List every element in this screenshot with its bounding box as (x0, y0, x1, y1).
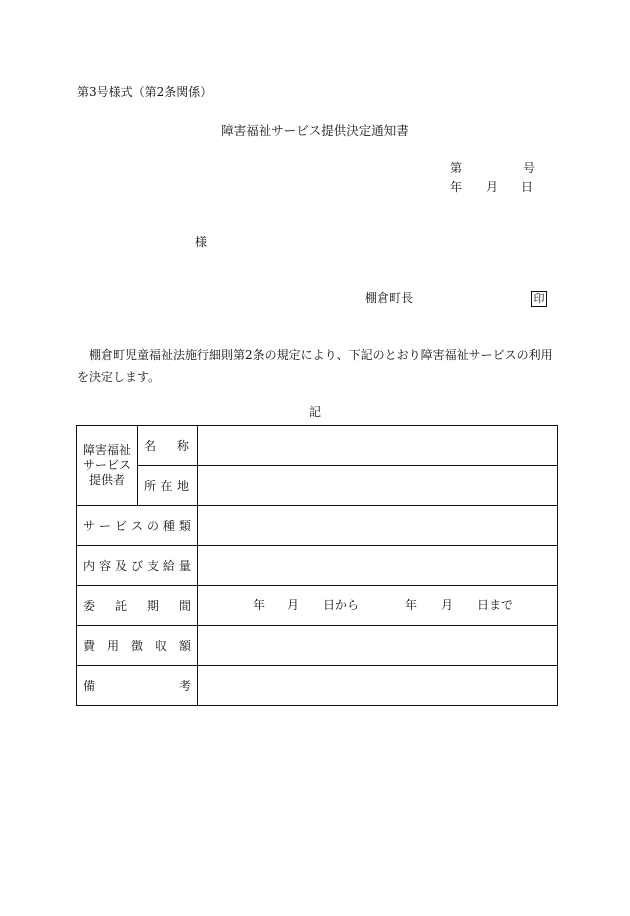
period-row (77, 586, 558, 626)
content-amount-label-cell (77, 546, 198, 586)
provider-name-field[interactable] (198, 426, 558, 466)
period-label-cell (77, 586, 198, 626)
document-title: 障害福祉サービス提供決定通知書 (221, 123, 409, 138)
cost-field[interactable] (198, 626, 558, 666)
date-month: 月 (486, 180, 499, 194)
remarks-row (77, 666, 558, 706)
address-label: 所 在 地 (144, 479, 189, 493)
provider-address-row (77, 466, 558, 506)
period-field[interactable] (198, 586, 558, 626)
period-month-1: 月 (287, 598, 300, 612)
seal-mark: 印 (531, 291, 547, 307)
content-amount-field[interactable] (198, 546, 558, 586)
period-day-to: 日まで (477, 598, 514, 612)
provider-label (77, 426, 138, 506)
service-type-label: サ ー ビ ス の 種 類 (83, 519, 191, 533)
number-dai: 第 (450, 161, 463, 175)
date-day: 日 (521, 180, 534, 194)
cost-label-cell (77, 626, 198, 666)
provider-address-field[interactable] (198, 466, 558, 506)
number-go: 号 (523, 161, 536, 175)
period-year-1: 年 (253, 598, 266, 612)
period-month-2: 月 (441, 598, 454, 612)
provider-name-row (77, 426, 558, 466)
provider-label-line-1: 障害福祉 (82, 443, 131, 457)
remarks-field[interactable] (198, 666, 558, 706)
remarks-label: 備 考 (83, 679, 191, 693)
service-type-label-cell (77, 506, 198, 546)
record-table (76, 425, 558, 706)
cost-row (77, 626, 558, 666)
remarks-label-cell (77, 666, 198, 706)
provider-label-line-2: サービス (82, 458, 131, 472)
content-amount-label: 内 容 及 び 支 給 量 (83, 559, 191, 573)
ki-heading: 記 (308, 405, 321, 419)
period-day-from: 日から (323, 598, 360, 612)
name-label-cell (138, 426, 198, 466)
cost-label: 費 用 徴 収 額 (83, 639, 191, 653)
body-text: 棚倉町児童福祉法施行細則第2条の規定により、下記のとおり障害福祉サービスの利用を決定します。 (77, 348, 553, 384)
date-year: 年 (450, 180, 463, 194)
recipient-honorific: 様 (195, 235, 208, 249)
address-label-cell (138, 466, 198, 506)
provider-label-line-3: 提供者 (88, 473, 125, 487)
content-amount-row (77, 546, 558, 586)
form-number: 第3号様式（第2条関係） (77, 85, 213, 99)
service-type-field[interactable] (198, 506, 558, 546)
service-type-row (77, 506, 558, 546)
name-label: 名 称 (144, 439, 189, 453)
period-year-2: 年 (405, 598, 418, 612)
issuer-name: 棚倉町長 (365, 291, 414, 305)
period-label: 委 託 期 間 (83, 599, 191, 613)
